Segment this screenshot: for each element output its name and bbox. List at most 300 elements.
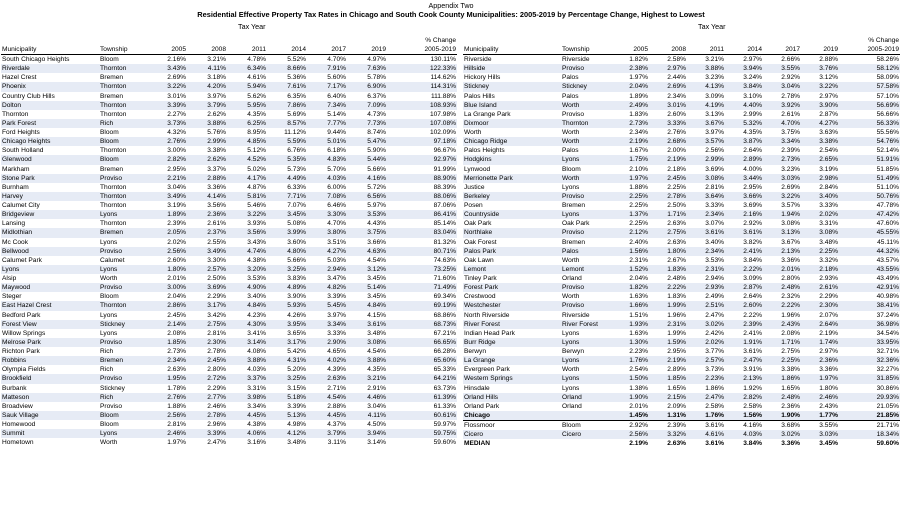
left-table-row [1, 274, 457, 283]
left-2014-header: 2014 [267, 45, 307, 55]
right-cell-rate-2011: 4.61% [687, 430, 725, 439]
right-cell-rate-2011: 3.69% [705, 165, 724, 173]
right-cell-rate-2017: 3.67% [781, 238, 800, 246]
right-cell-rate-2014: 2.16% [725, 210, 763, 219]
left-cell-rate-2005: 3.49% [147, 192, 187, 201]
right-cell-municipality: River Forest [463, 320, 561, 329]
left-cell-rate-2005: 2.73% [167, 348, 186, 355]
left-cell-municipality: Summit [1, 429, 99, 438]
left-cell-rate-2019: 4.54% [367, 256, 386, 264]
left-cell-municipality: Hazel Crest [2, 74, 37, 82]
right-cell-rate-2017: 3.68% [781, 422, 800, 429]
right-cell-pct-change: 43.55% [839, 265, 900, 274]
left-cell-rate-2017: 4.70% [327, 56, 346, 63]
right-cell-municipality: Western Springs [463, 374, 561, 383]
left-cell-rate-2008: 3.30% [207, 256, 226, 264]
left-cell-municipality: Robbins [1, 356, 99, 365]
right-cell-rate-2019: 2.19% [819, 329, 838, 337]
left-cell-rate-2014: 5.42% [287, 348, 306, 355]
right-table-row [463, 247, 900, 256]
right-cell-rate-2005: 1.82% [629, 56, 648, 63]
right-cell-rate-2008: 2.60% [667, 110, 686, 118]
left-cell-municipality: Lyons [1, 265, 99, 274]
right-cell-municipality: Palos Hills [464, 92, 495, 100]
left-cell-township: Stickney [100, 384, 125, 392]
right-cell-rate-2019: 2.43% [819, 402, 838, 410]
left-cell-rate-2005: 2.27% [167, 110, 186, 118]
right-cell-municipality: Berwyn [464, 348, 486, 355]
right-cell-rate-2019: 3.19% [819, 165, 838, 173]
right-cell-municipality: Chicago [463, 411, 561, 421]
right-cell-township: Lyons [562, 183, 580, 191]
left-cell-rate-2019: 5.14% [347, 283, 387, 292]
left-cell-rate-2019: 3.21% [347, 374, 387, 383]
right-table-row [463, 256, 900, 265]
right-cell-rate-2005: 1.50% [611, 374, 649, 383]
right-cell-rate-2014: 3.61% [725, 228, 763, 237]
left-cell-township: Proviso [99, 247, 147, 256]
right-table-row [463, 356, 900, 365]
left-cell-rate-2017: 4.39% [327, 366, 346, 374]
right-cell-rate-2008: 1.99% [667, 329, 686, 337]
right-cell-rate-2005: 1.76% [611, 356, 649, 365]
left-cell-rate-2019: 4.84% [347, 301, 387, 310]
right-cell-municipality: Indian Head Park [464, 329, 515, 337]
left-cell-rate-2005: 2.76% [147, 393, 187, 402]
right-table-row [463, 274, 900, 283]
left-cell-rate-2011: 5.12% [247, 147, 266, 155]
right-cell-rate-2005: 2.25% [629, 202, 648, 209]
right-cell-rate-2019: 2.54% [819, 147, 838, 155]
left-cell-rate-2017: 7.34% [307, 101, 347, 110]
left-cell-rate-2005: 1.89% [147, 210, 187, 219]
left-cell-rate-2014: 4.12% [267, 429, 307, 438]
left-cell-pct-change: 61.33% [433, 402, 456, 410]
right-2011-header: 2011 [687, 45, 725, 55]
left-cell-pct-change: 96.67% [433, 147, 456, 155]
right-cell-rate-2019: 2.30% [801, 301, 839, 310]
right-cell-pct-change: 47.78% [876, 202, 899, 209]
right-table-row [463, 430, 900, 439]
left-cell-pct-change: 87.06% [433, 202, 456, 209]
right-cell-rate-2005: 1.52% [611, 265, 649, 274]
left-cell-rate-2011: 4.23% [247, 311, 266, 319]
left-cell-municipality: Midlothian [1, 228, 99, 237]
right-cell-rate-2008: 2.19% [649, 155, 687, 164]
left-cell-rate-2011: 6.25% [227, 119, 267, 128]
right-table-row [463, 439, 900, 448]
right-cell-rate-2019: 2.02% [801, 210, 839, 219]
left-cell-municipality: Harvey [1, 192, 99, 201]
left-header-row-2 [1, 45, 457, 55]
right-table-row [463, 347, 900, 356]
left-cell-rate-2014: 4.49% [267, 174, 307, 183]
left-cell-pct-change: 59.97% [433, 421, 456, 428]
right-cell-rate-2019: 3.32% [819, 256, 838, 264]
right-cell-rate-2014: 2.60% [725, 301, 763, 310]
left-cell-rate-2008: 3.97% [207, 92, 226, 100]
left-cell-rate-2005: 2.04% [167, 293, 186, 301]
left-cell-rate-2017: 4.03% [307, 174, 347, 183]
right-cell-rate-2014: 2.58% [743, 402, 762, 410]
right-cell-pct-change: 58.09% [876, 74, 899, 82]
left-cell-rate-2011: 4.78% [247, 56, 266, 63]
left-cell-rate-2017: 3.39% [327, 293, 346, 301]
right-cell-township: Thornton [561, 119, 611, 128]
right-cell-rate-2017: 2.92% [781, 74, 800, 82]
right-cell-rate-2008: 2.76% [667, 129, 686, 136]
left-cell-rate-2011: 4.17% [227, 174, 267, 183]
right-cell-rate-2008: 3.33% [649, 119, 687, 128]
left-cell-rate-2005: 1.80% [147, 265, 187, 274]
left-cell-rate-2014: 8.57% [267, 119, 307, 128]
left-cell-rate-2011: 4.30% [227, 320, 267, 329]
right-2014-header: 2014 [725, 45, 763, 55]
left-cell-rate-2017: 4.70% [327, 220, 346, 228]
right-2017-header: 2017 [763, 45, 801, 55]
right-cell-rate-2017: 3.08% [781, 220, 800, 228]
right-cell-township: Lyons [562, 384, 580, 392]
right-cell-rate-2008: 1.96% [667, 311, 686, 319]
right-cell-rate-2014: 2.13% [725, 374, 763, 383]
left-cell-rate-2011: 3.98% [227, 393, 267, 402]
left-cell-rate-2019: 3.53% [347, 210, 387, 219]
left-cell-rate-2017: 7.77% [307, 119, 347, 128]
left-cell-township: Bloom [100, 56, 119, 63]
right-cell-township: Proviso [561, 228, 611, 237]
right-cell-rate-2017: 2.08% [781, 329, 800, 337]
left-cell-municipality: Olympia Fields [2, 366, 46, 374]
right-cell-pct-change: 47.42% [839, 210, 900, 219]
right-cell-township: Palos [561, 247, 611, 256]
left-cell-township: Thornton [100, 202, 127, 209]
left-cell-pct-change: 64.21% [387, 374, 457, 383]
right-cell-municipality: Hodgkins [463, 155, 561, 164]
left-cell-rate-2017: 7.17% [307, 82, 347, 91]
right-cell-rate-2008: 2.25% [667, 183, 686, 191]
right-cell-rate-2019: 3.36% [819, 366, 838, 374]
right-cell-municipality: Cicero [463, 430, 561, 439]
left-cell-rate-2017: 5.03% [327, 256, 346, 264]
left-table-body [1, 55, 457, 448]
right-cell-rate-2005: 1.83% [629, 110, 648, 118]
left-cell-rate-2008: 2.46% [207, 402, 226, 410]
right-cell-rate-2011: 3.13% [705, 110, 724, 118]
right-cell-rate-2017: 3.75% [781, 129, 800, 136]
right-cell-rate-2008: 2.44% [667, 74, 686, 82]
right-cell-township: Worth [561, 174, 611, 183]
left-cell-rate-2014: 6.76% [287, 147, 306, 155]
right-cell-municipality: Chicago Ridge [463, 137, 561, 146]
right-cell-rate-2011: 3.61% [705, 440, 724, 448]
right-cell-rate-2008: 2.34% [667, 92, 686, 100]
right-cell-township: Lyons [562, 329, 580, 337]
right-cell-township: Orland [562, 402, 582, 410]
left-cell-municipality: Brookfield [1, 374, 99, 383]
left-table-row [1, 356, 457, 365]
right-cell-rate-2011: 2.34% [687, 210, 725, 219]
left-table-row [1, 219, 457, 228]
left-table-row [1, 64, 457, 73]
right-cell-rate-2005: 1.75% [611, 155, 649, 164]
right-cell-rate-2011: 3.73% [705, 366, 724, 374]
right-table-row [463, 238, 900, 247]
right-header-row-1 [463, 36, 900, 45]
right-cell-rate-2008: 2.68% [649, 137, 687, 146]
right-cell-rate-2017: 2.48% [763, 393, 801, 402]
left-table-row [1, 192, 457, 201]
right-cell-municipality: Evergreen Park [464, 366, 510, 374]
right-cell-municipality: La Grange Park [464, 110, 511, 118]
right-cell-township: Proviso [561, 283, 611, 292]
left-cell-rate-2005: 1.95% [147, 374, 187, 383]
left-cell-rate-2014: 6.35% [287, 92, 306, 100]
left-cell-rate-2014: 5.93% [267, 301, 307, 310]
right-cell-pct-change: 43.49% [876, 275, 899, 282]
right-cell-rate-2011: 2.47% [687, 393, 725, 402]
right-cell-rate-2011: 3.64% [687, 192, 725, 201]
right-cell-rate-2005: 1.89% [629, 92, 648, 100]
left-cell-rate-2014: 7.71% [267, 192, 307, 201]
left-cell-township: Thornton [99, 301, 147, 310]
left-table-row [1, 174, 457, 183]
left-cell-rate-2014: 5.66% [287, 256, 306, 264]
left-cell-rate-2017: 6.46% [327, 202, 346, 209]
right-cell-municipality: Hillside [463, 64, 561, 73]
right-cell-township: Palos [562, 74, 579, 82]
left-cell-municipality: Thornton [2, 110, 29, 118]
left-cell-municipality: South Chicago Heights [2, 56, 70, 63]
left-cell-municipality: East Hazel Crest [1, 301, 99, 310]
left-table-row [1, 384, 457, 393]
left-cell-municipality: Maywood [1, 283, 99, 292]
right-table-row [463, 374, 900, 383]
right-cell-rate-2019: 3.38% [801, 137, 839, 146]
right-cell-rate-2011: 3.02% [687, 320, 725, 329]
right-cell-rate-2019: 3.33% [819, 202, 838, 209]
right-table-row [463, 128, 900, 137]
right-cell-pct-change: 57.58% [839, 82, 900, 91]
right-cell-rate-2019: 2.18% [801, 265, 839, 274]
left-cell-rate-2017: 3.80% [307, 228, 347, 237]
left-cell-rate-2014: 3.25% [267, 374, 307, 383]
left-cell-pct-change: 71.49% [387, 283, 457, 292]
left-cell-rate-2011: 4.87% [247, 183, 266, 191]
right-cell-rate-2017: 2.78% [781, 92, 800, 100]
right-township-header: Township [561, 45, 611, 55]
left-cell-pct-change: 68.73% [387, 320, 457, 329]
left-cell-rate-2019: 6.90% [347, 82, 387, 91]
right-cell-rate-2005: 2.10% [629, 165, 648, 173]
left-2011-header: 2011 [227, 45, 267, 55]
left-cell-rate-2019: 5.66% [367, 165, 386, 173]
right-cell-rate-2019: 3.55% [819, 422, 838, 429]
left-cell-municipality: Lansing [2, 220, 26, 228]
right-cell-pct-change: 47.60% [876, 220, 899, 228]
left-rates-table [1, 36, 457, 447]
right-2019-header: 2019 [801, 45, 839, 55]
right-table-row [463, 155, 900, 164]
left-cell-township: Lyons [99, 265, 147, 274]
right-cell-rate-2017: 4.70% [763, 119, 801, 128]
left-table-row [1, 374, 457, 383]
right-cell-municipality: Oak Park [464, 220, 492, 228]
right-cell-rate-2011: 3.33% [705, 202, 724, 209]
right-cell-township: Palos [562, 92, 579, 100]
right-table-row [463, 265, 900, 274]
right-cell-township: Lyons [561, 356, 611, 365]
left-cell-rate-2014: 7.61% [267, 82, 307, 91]
right-cell-rate-2017: 2.13% [763, 247, 801, 256]
right-cell-rate-2005: 2.31% [629, 256, 648, 264]
left-cell-rate-2005: 2.14% [147, 320, 187, 329]
left-table-row [1, 338, 457, 347]
right-cell-rate-2019: 1.80% [819, 384, 838, 392]
right-cell-township: Bloom [562, 422, 581, 429]
left-cell-rate-2005: 2.81% [167, 421, 186, 428]
right-cell-pct-change: 32.71% [876, 348, 899, 355]
right-cell-municipality: Berkeley [463, 192, 561, 201]
right-cell-rate-2005: 2.92% [629, 422, 648, 429]
right-cell-rate-2019: 2.64% [801, 320, 839, 329]
right-cell-rate-2017: 1.65% [781, 384, 800, 392]
right-cell-rate-2005: 1.66% [611, 301, 649, 310]
left-cell-rate-2014: 3.90% [287, 293, 306, 301]
right-cell-rate-2019: 3.40% [801, 192, 839, 201]
left-cell-rate-2008: 2.36% [187, 210, 227, 219]
left-cell-rate-2011: 3.37% [227, 374, 267, 383]
right-cell-rate-2019: 3.76% [801, 64, 839, 73]
right-cell-rate-2011: 3.40% [705, 238, 724, 246]
left-cell-rate-2005: 2.56% [147, 247, 187, 256]
right-cell-township: Orland [562, 275, 582, 282]
right-cell-rate-2011: 2.23% [687, 374, 725, 383]
right-cell-rate-2014: 3.09% [743, 275, 762, 282]
right-cell-pct-change: 56.33% [839, 119, 900, 128]
right-cell-pct-change: 21.71% [876, 422, 899, 429]
right-cell-pct-change: 51.49% [839, 174, 900, 183]
left-cell-rate-2014: 5.36% [287, 74, 306, 82]
left-cell-rate-2014: 3.60% [287, 238, 306, 246]
left-cell-pct-change: 97.18% [387, 137, 457, 146]
right-cell-rate-2017: 1.96% [781, 311, 800, 319]
left-cell-township: Bloom [100, 293, 119, 301]
left-cell-municipality: Dolton [1, 101, 99, 110]
left-cell-township: Thornton [100, 147, 127, 155]
right-cell-pct-change: 29.93% [839, 393, 900, 402]
left-cell-rate-2017: 5.45% [307, 301, 347, 310]
right-cell-township: Cicero [561, 430, 611, 439]
left-cell-rate-2014: 5.35% [267, 155, 307, 164]
right-cell-rate-2008: 1.83% [649, 265, 687, 274]
left-table-row [1, 292, 457, 301]
right-cell-rate-2008: 2.15% [649, 393, 687, 402]
right-cell-rate-2005: 2.25% [629, 220, 648, 228]
left-cell-pct-change: 69.34% [433, 293, 456, 301]
left-cell-township: Bloom [99, 411, 147, 420]
right-cell-rate-2011: 3.21% [705, 56, 724, 63]
left-cell-municipality: Markham [2, 165, 30, 173]
right-cell-rate-2005: 1.45% [611, 411, 649, 421]
left-cell-pct-change: 80.71% [387, 247, 457, 256]
right-cell-rate-2011: 4.13% [687, 82, 725, 91]
right-cell-rate-2008: 2.63% [667, 238, 686, 246]
right-cell-rate-2017: 3.22% [763, 192, 801, 201]
left-cell-rate-2011: 4.84% [227, 301, 267, 310]
right-cell-pct-change: 37.24% [876, 311, 899, 319]
right-cell-rate-2017: 2.25% [763, 356, 801, 365]
right-cell-rate-2017: 2.22% [763, 301, 801, 310]
right-cell-rate-2008: 2.50% [667, 202, 686, 209]
right-cell-rate-2019: 2.93% [819, 275, 838, 282]
left-cell-rate-2008: 2.47% [207, 439, 226, 447]
left-cell-rate-2011: 5.02% [247, 165, 266, 173]
left-cell-rate-2019: 4.50% [367, 421, 386, 428]
right-cell-rate-2005: 1.88% [629, 183, 648, 191]
right-cell-township: Bremen [562, 202, 586, 209]
right-table-row [463, 119, 900, 128]
left-table-row [1, 119, 457, 128]
left-cell-municipality: Phoenix [1, 82, 99, 91]
right-cell-rate-2017: 1.86% [763, 374, 801, 383]
left-cell-township: Lyons [100, 329, 118, 337]
left-cell-pct-change: 85.14% [433, 220, 456, 228]
right-table-row [463, 73, 900, 82]
left-cell-rate-2019: 3.94% [347, 429, 387, 438]
right-cell-rate-2017: 2.66% [781, 56, 800, 63]
left-cell-municipality: Stone Park [1, 174, 99, 183]
right-cell-rate-2005: 2.73% [611, 119, 649, 128]
left-cell-rate-2017: 3.51% [327, 238, 346, 246]
left-cell-rate-2005: 2.08% [167, 329, 186, 337]
right-cell-rate-2008: 2.09% [667, 402, 686, 410]
left-cell-rate-2005: 2.82% [147, 155, 187, 164]
left-cell-rate-2005: 1.88% [167, 402, 186, 410]
right-rates-table [463, 36, 900, 448]
left-cell-rate-2011: 4.08% [247, 348, 266, 355]
left-cell-rate-2019: 7.09% [347, 101, 387, 110]
left-cell-rate-2008: 2.72% [187, 374, 227, 383]
left-cell-pct-change: 86.41% [387, 210, 457, 219]
right-table-row [463, 210, 900, 219]
left-table-row [1, 301, 457, 310]
right-cell-rate-2019: 1.74% [801, 338, 839, 347]
right-cell-rate-2017: 2.48% [763, 283, 801, 292]
right-cell-rate-2017: 2.80% [781, 275, 800, 282]
left-municipality-header: Municipality [1, 45, 99, 55]
left-cell-rate-2005: 4.32% [167, 129, 186, 136]
right-cell-pct-change: 43.57% [876, 256, 899, 264]
left-cell-rate-2005: 2.21% [147, 174, 187, 183]
left-cell-pct-change: 69.19% [387, 301, 457, 310]
left-cell-rate-2008: 3.39% [187, 429, 227, 438]
left-cell-rate-2008: 2.30% [187, 338, 227, 347]
right-cell-pct-change: 33.95% [839, 338, 900, 347]
right-table-row [463, 411, 900, 421]
left-cell-rate-2019: 7.73% [347, 119, 387, 128]
right-cell-township: Berwyn [562, 348, 584, 355]
right-table-row [463, 402, 900, 411]
left-table-row [1, 265, 457, 274]
left-cell-rate-2008: 2.62% [187, 155, 227, 164]
left-cell-municipality: Steger [2, 293, 22, 301]
left-cell-rate-2011: 3.31% [247, 384, 266, 392]
right-cell-rate-2019: 3.03% [801, 430, 839, 439]
left-cell-rate-2008: 2.99% [187, 137, 227, 146]
right-cell-pct-change: 50.76% [839, 192, 900, 201]
right-cell-rate-2014: 4.03% [725, 430, 763, 439]
left-cell-rate-2017: 4.65% [327, 348, 346, 355]
